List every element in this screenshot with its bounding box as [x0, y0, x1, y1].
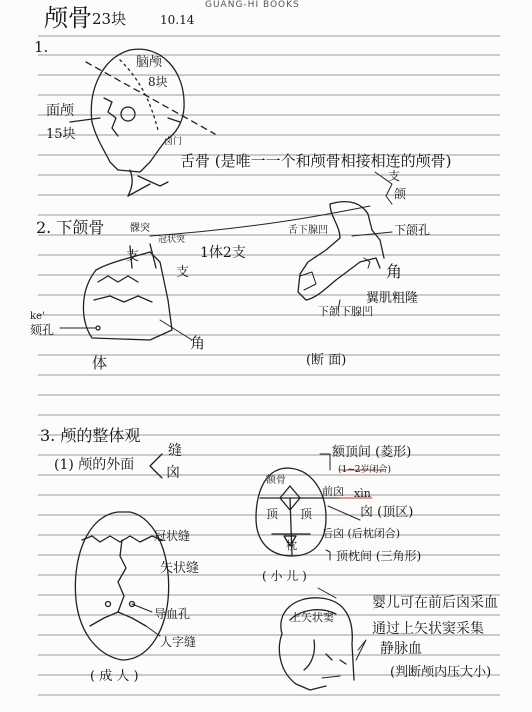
- viscerocranium-count: 15块: [46, 127, 76, 142]
- page-title: 颅骨: [44, 4, 92, 32]
- section-angle-label: 角: [386, 262, 403, 281]
- skull-lateral-drawing: [70, 49, 215, 196]
- sagittal-suture-label: 矢状缝: [160, 561, 200, 576]
- section1-number: 1.: [34, 38, 49, 56]
- neurocranium-count: 8块: [148, 75, 168, 89]
- note-line-3: 静脉血: [380, 641, 422, 657]
- date: 10.14: [160, 13, 195, 27]
- bone-count: 23块: [92, 10, 127, 28]
- sutures-label: 缝: [168, 443, 182, 459]
- sagittal-sinus-label: 上矢状窦: [290, 611, 334, 624]
- lambdoid-suture-label: 人字缝: [160, 635, 197, 649]
- note-line-1: 婴儿可在前后囟采血: [372, 595, 498, 611]
- posterior-fontanelle-label: 后囟 (后枕闭合): [322, 527, 401, 540]
- bregma-pinyin: xìn: [354, 487, 371, 500]
- coronoid-label: 冠状突: [158, 235, 186, 245]
- sublingual-fossa-label: 舌下腺凹: [288, 225, 328, 236]
- posterior-fontanelle-shape: 顶枕间 (三角形): [336, 549, 422, 563]
- infant-label: ( 小 儿 ): [262, 569, 307, 583]
- hyoid-note: 舌骨 (是唯一一个和颅骨相接相连的颅骨): [180, 152, 452, 170]
- note-line-4: (判断颅内压大小): [390, 665, 492, 680]
- note-line-2: 通过上矢状窦采集: [372, 621, 484, 637]
- parietal-foramen-label: 导血孔: [154, 607, 191, 621]
- anterior-fontanelle-shape: 额顶间 (菱形): [332, 445, 412, 460]
- mandibular-foramen-label: 下颌孔: [394, 223, 431, 237]
- hyoid-branch-top: 支: [388, 169, 401, 183]
- body-count-label: 1体2支: [200, 245, 246, 261]
- mandible-body-label: 体: [92, 354, 108, 372]
- cross-section-label: (断 面): [306, 353, 347, 368]
- viscerocranium-label: 面颅: [46, 103, 74, 119]
- fontanelle-region-label: 囟 (顶区): [360, 505, 414, 520]
- masseteric-tuberosity-label: 翼肌粗隆: [366, 291, 419, 306]
- section3-title: 3. 颅的整体观: [40, 426, 141, 445]
- infant-head-drawing: [279, 588, 366, 690]
- mental-abbr: ke': [30, 311, 45, 322]
- closure-note: (1~2岁闭合): [338, 465, 392, 475]
- section2-title: 2. 下颌骨: [36, 218, 105, 237]
- mandible-angle-label: 角: [190, 334, 206, 352]
- adult-label: ( 成 人 ): [90, 669, 139, 684]
- coronal-suture-label: 冠状缝: [154, 529, 191, 543]
- fontanelle-label: 卤门: [164, 137, 183, 147]
- bregma-label: 前囟: [322, 485, 344, 498]
- frontal-bone-label: 额骨: [266, 475, 286, 486]
- section3-subtitle: (1) 颅的外面: [54, 457, 135, 473]
- mental-foramen-label: 颏孔: [30, 323, 55, 337]
- neurocranium-label: 脑颅: [136, 55, 163, 70]
- fontanelles-label: 囟: [166, 465, 180, 481]
- ramus-right-label: 支: [176, 265, 190, 280]
- hyoid-branch-bottom: 颌: [394, 187, 407, 201]
- submandibular-fossa-label: 下颌下腺凹: [318, 305, 373, 318]
- parietal-left-label: 顶: [266, 507, 279, 521]
- brand-watermark: GUANG-HI BOOKS: [205, 0, 300, 10]
- condyle-label: 髁突: [130, 223, 150, 234]
- ramus-left-label: 支: [126, 249, 140, 264]
- occipital-label: 枕: [286, 539, 297, 552]
- parietal-right-label: 顶: [300, 507, 313, 521]
